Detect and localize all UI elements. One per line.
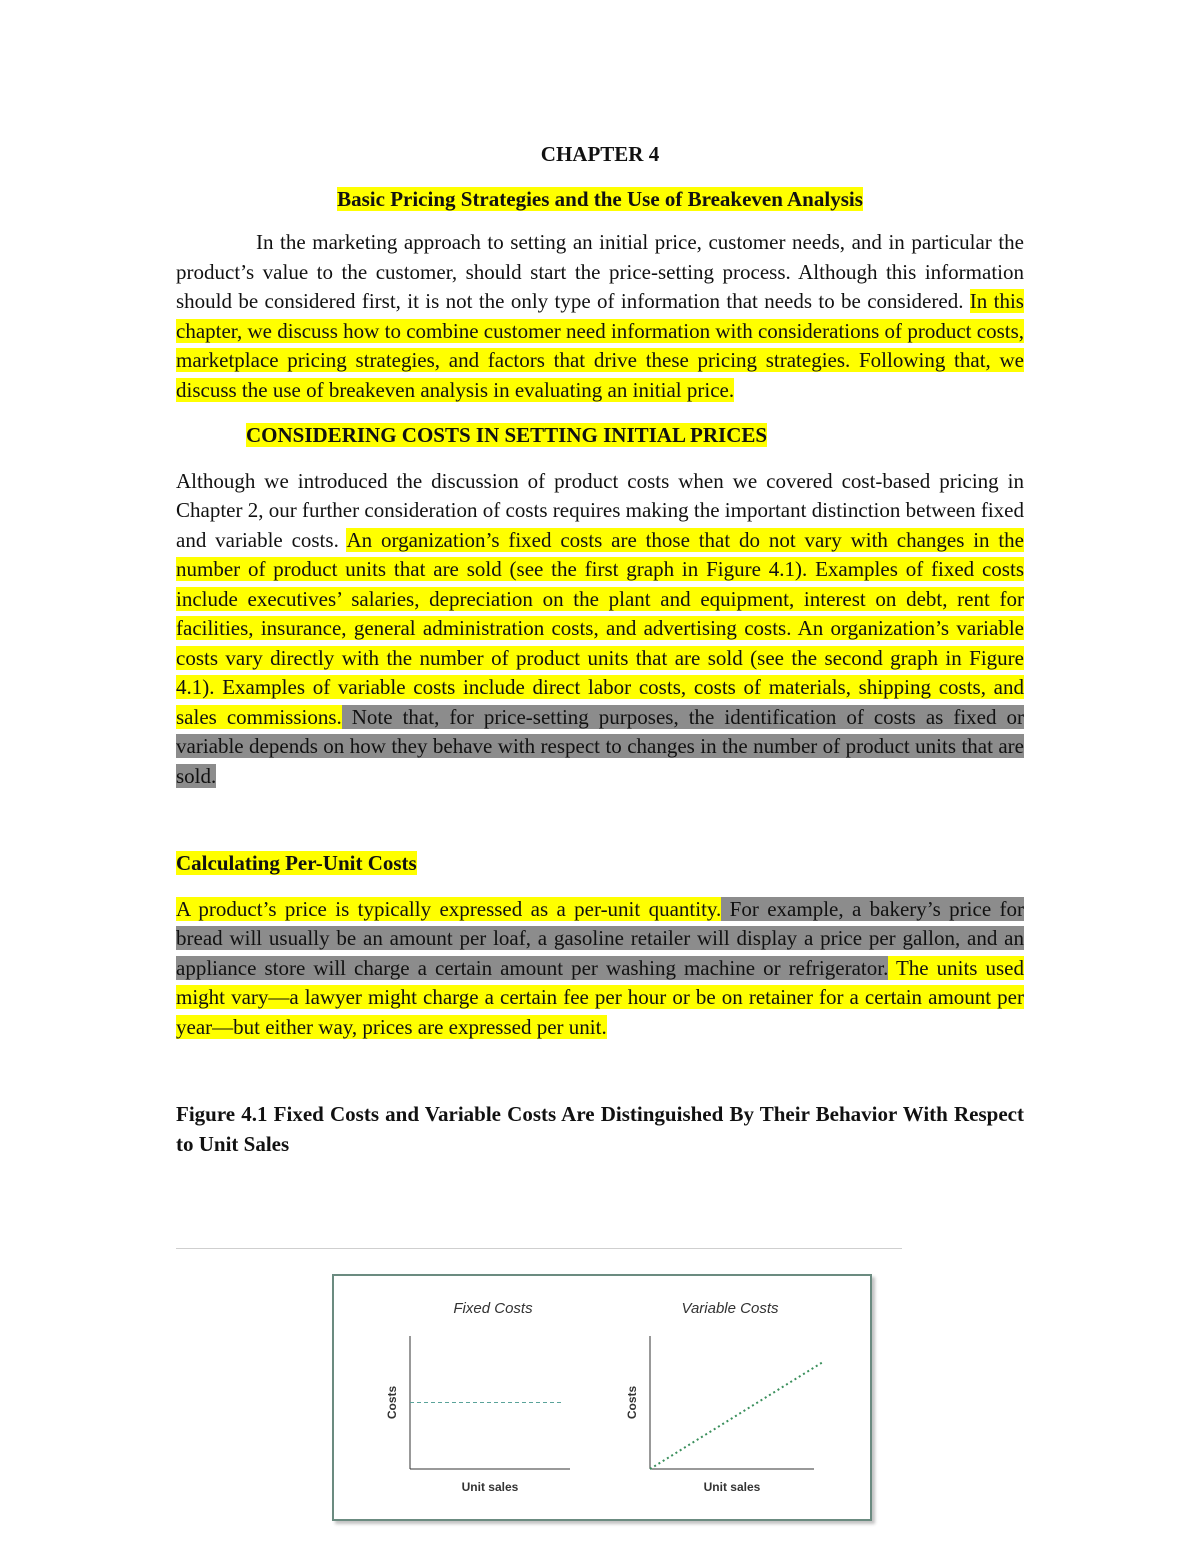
fixed-costs-y-label: Costs — [385, 1385, 399, 1420]
chapter-title-line — [176, 185, 1024, 215]
costs-plain-text: Although we introduced the discussion of product costs when we covered cost-based pricing in Chapter 2, our further consideration of costs requires making the important distinction between fixed and variable costs. — [176, 468, 1024, 552]
intro-highlighted-text: In this chapter, we discuss how to combine customer need information with considerations of product costs, marketplace pricing strategies, and factors that drive these pricing strategies. Following that, we discuss the use of breakeven analysis in evaluating an initial price. — [176, 289, 1024, 402]
section-heading: CONSIDERING COSTS IN SETTING INITIAL PRICES — [246, 423, 768, 447]
chapter-title: Basic Pricing Strategies and the Use of Breakeven Analysis — [337, 186, 863, 211]
intro-paragraph — [176, 228, 1024, 405]
caption-divider — [176, 1248, 902, 1249]
variable-costs-y-label: Costs — [625, 1385, 639, 1420]
variable-costs-chart — [625, 1300, 822, 1494]
variable-costs-line — [650, 1363, 822, 1469]
costs-gray-highlighted-text: Note that, for price-setting purposes, the identification of costs as fixed or variable depends on how they behave with respect to changes in the number of product units that are sold. — [176, 704, 1024, 788]
fixed-costs-x-label: Unit sales — [461, 1480, 519, 1494]
document-page — [176, 140, 1024, 1159]
per-unit-gray-highlighted-text: For example, a bakery’s price for bread will usually be an amount per loaf, a gasoline retailer will display a price per gallon, and an appliance store will charge a certain amount per washing machine or refrigerator. — [176, 896, 1024, 980]
chapter-label: CHAPTER 4 — [540, 142, 660, 166]
per-unit-heading: Calculating Per-Unit Costs — [176, 851, 417, 875]
figure-caption: Figure 4.1 Fixed Costs and Variable Costs Are Distinguished By Their Behavior With Respect to Unit Sales — [176, 1102, 1024, 1156]
cost-charts — [334, 1276, 870, 1519]
variable-costs-x-label: Unit sales — [703, 1480, 761, 1494]
subheading-line — [176, 849, 1024, 879]
costs-highlighted-text: An organization’s fixed costs are those that do not vary with changes in the number of product units that are sold (see the first graph in Figure 4.1). Examples of fixed costs include executives’ salaries, depreciation on the plant and equipment, interest on debt, rent for facilities, insurance, general administration costs, and advertising costs. An organization’s variable costs vary directly with the number of product units that are sold (see the second graph in Figure 4.1). Examples of variable costs include direct labor costs, costs of materials, shipping costs, and sales commissions. — [176, 527, 1024, 729]
costs-paragraph — [176, 467, 1024, 792]
section-heading-line — [176, 421, 1024, 451]
per-unit-paragraph — [176, 895, 1024, 1043]
fixed-costs-title: Fixed Costs — [453, 1300, 533, 1317]
per-unit-highlighted-text-1: A product’s price is typically expressed as a per-unit quantity. — [176, 896, 722, 921]
fixed-costs-chart — [385, 1300, 570, 1494]
variable-costs-title: Variable Costs — [681, 1300, 779, 1317]
per-unit-highlighted-text-2: The units used might vary—a lawyer might charge a certain fee per hour or be on retainer for a certain amount per year—but either way, prices are expressed per unit. — [176, 955, 1024, 1039]
intro-plain-text: In the marketing approach to setting an initial price, customer needs, and in particular the product’s value to the customer, should start the price-setting process. Although this information should be considered first, it is not the only type of information that needs to be considered. — [176, 230, 1024, 313]
figure-4-1 — [332, 1274, 872, 1521]
